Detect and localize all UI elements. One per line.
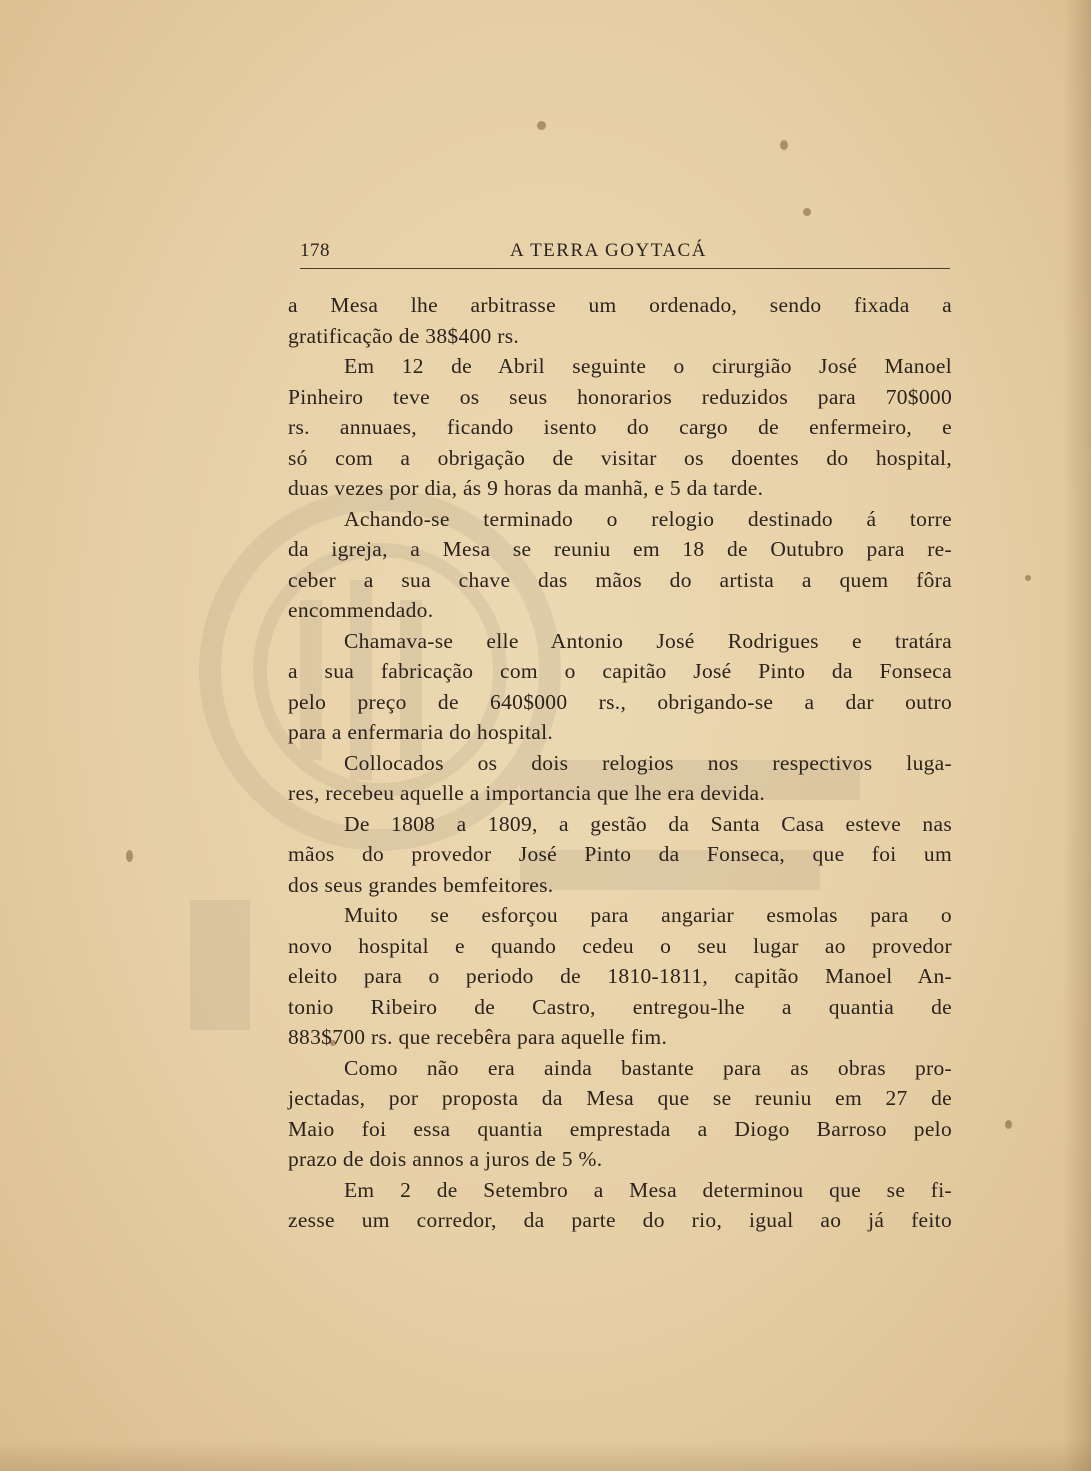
text-line: da igreja, a Mesa se reuniu em 18 de Outubro para re- [288,537,952,561]
text-line: encommendado. [288,598,434,622]
text-line: a sua fabricação com o capitão José Pinto da Fonseca [288,659,952,683]
paper-speck [1005,1120,1012,1129]
text-line: Como não era ainda bastante para as obras pro- [344,1055,952,1080]
text-line: pelo preço de 640$000 rs., obrigando-se a dar outro [288,689,952,714]
text-line: zesse um corredor, da parte do rio, igual ao já feito [288,1208,952,1232]
text-line: Chamava-se elle Antonio José Rodrigues e tratára [344,628,952,653]
paper-speck [803,208,811,216]
paper-speck [126,850,133,862]
body-text [288,290,952,1236]
paper-speck [1025,575,1031,581]
text-line: a Mesa lhe arbitrasse um ordenado, sendo fixada a [288,293,952,317]
text-line: novo hospital e quando cedeu o seu lugar ao provedor [288,933,952,958]
text-line: Em 12 de Abril seguinte o cirurgião José Manoel [344,354,952,378]
text-line: Em 2 de Setembro a Mesa determinou que se fi- [344,1177,952,1202]
paper-speck [537,121,546,130]
text-line: eleito para o periodo de 1810-1811, capitão Manoel An- [288,964,952,988]
text-line: dos seus grandes bemfeitores. [288,872,554,897]
text-line: prazo de dois annos a juros de 5 %. [288,1147,603,1171]
page-edge-shadow-bottom [0,1441,1091,1471]
text-line: res, recebeu aquelle a importancia que lhe era devida. [288,781,766,805]
text-line: tonio Ribeiro de Castro, entregou-lhe a quantia de [288,994,952,1019]
text-line: duas vezes por dia, ás 9 horas da manhã, e 5 da tarde. [288,476,764,500]
text-line: gratificação de 38$400 rs. [288,323,520,348]
text-line: Achando-se terminado o relogio destinado á torre [344,506,952,531]
page-number: 178 [300,240,330,261]
text-line: 883$700 rs. que recebêra para aquelle fim. [288,1025,668,1049]
page-edge-shadow-right [1063,0,1091,1471]
text-line: Pinheiro teve os seus honorarios reduzidos para 70$000 [288,384,952,409]
text-line: De 1808 a 1809, a gestão da Santa Casa esteve nas [344,811,952,836]
text-line: ceber a sua chave das mãos do artista a quem fôra [288,567,952,592]
paper-speck [780,140,788,150]
text-line: para a enfermaria do hospital. [288,720,554,744]
text-line: jectadas, por proposta da Mesa que se reuniu em 27 de [288,1086,952,1110]
text-line: mãos do provedor José Pinto da Fonseca, que foi um [288,842,952,866]
text-line: só com a obrigação de visitar os doentes do hospital, [288,445,952,470]
text-line: Collocados os dois relogios nos respectivos luga- [344,750,952,775]
text-line: Muito se esforçou para angariar esmolas para o [344,903,952,927]
page-header [300,240,950,269]
text-line: rs. annuaes, ficando isento do cargo de enfermeiro, e [288,415,952,439]
running-title: A TERRA GOYTACÁ [510,240,707,261]
text-line: Maio foi essa quantia emprestada a Diogo Barroso pelo [288,1116,952,1141]
